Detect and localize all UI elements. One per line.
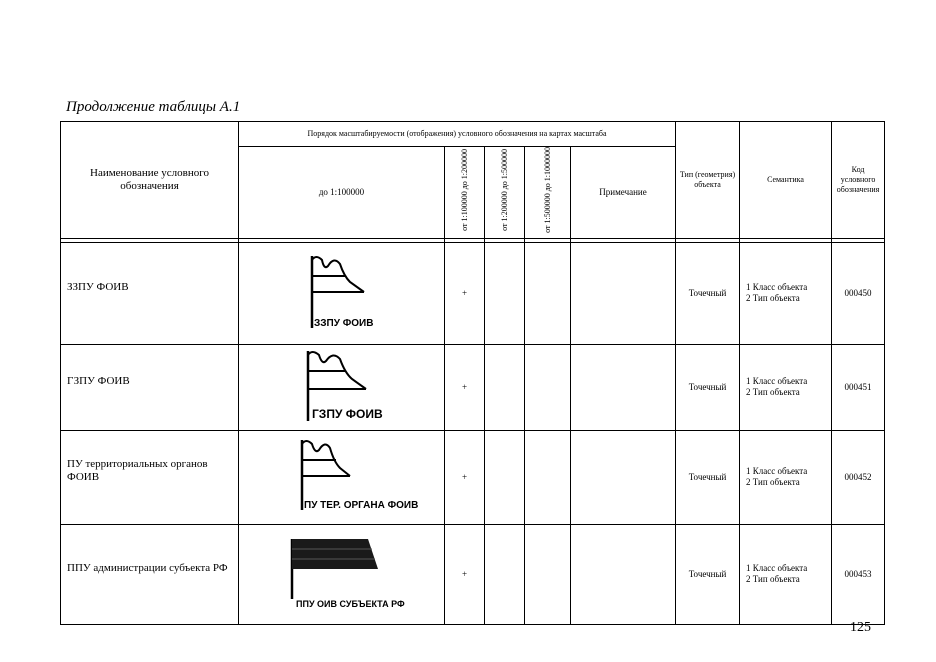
table-row bbox=[61, 242, 885, 344]
row-semantics: 1 Класс объекта 2 Тип объекта bbox=[740, 242, 832, 344]
row-code: 000452 bbox=[832, 430, 885, 524]
header-code: Код условного обозначения bbox=[832, 122, 885, 239]
table-row bbox=[61, 344, 885, 430]
row-name: ПУ территориальных органов ФОИВ bbox=[61, 430, 239, 524]
row-code: 000451 bbox=[832, 344, 885, 430]
row-symbol bbox=[239, 242, 445, 344]
table-row bbox=[61, 430, 885, 524]
row-mark: + bbox=[445, 242, 485, 344]
row-type: Точечный bbox=[676, 242, 740, 344]
header-scale-2: от 1:200000 до 1:500000 bbox=[485, 147, 525, 239]
row-semantics: 1 Класс объекта 2 Тип объекта bbox=[740, 344, 832, 430]
page-number: 125 bbox=[850, 620, 871, 635]
black-flag-icon bbox=[282, 531, 405, 617]
header-type: Тип (геометрия) объекта bbox=[676, 122, 740, 239]
flag-with-hill-icon bbox=[282, 347, 402, 427]
symbol-label: ЗЗПУ ФОИВ bbox=[313, 318, 373, 330]
symbol-label: ПУ ТЕР. ОРГАНА ФОИВ bbox=[303, 500, 418, 512]
header-name: Наименование условного обозначения bbox=[61, 122, 239, 239]
symbols-table bbox=[60, 121, 884, 610]
row-mark: + bbox=[445, 524, 485, 624]
row-type: Точечный bbox=[676, 524, 740, 624]
header-scale-group: Порядок масштабируемости (отображения) условного обозначения на картах масштаба bbox=[239, 122, 676, 147]
row-mark: + bbox=[445, 344, 485, 430]
header-scale-1: от 1:100000 до 1:200000 bbox=[445, 147, 485, 239]
row-symbol bbox=[239, 344, 445, 430]
row-symbol bbox=[239, 524, 445, 624]
row-type: Точечный bbox=[676, 430, 740, 524]
flag-with-hill-icon bbox=[282, 248, 402, 338]
flag-with-hill-icon bbox=[282, 434, 418, 520]
row-code: 000450 bbox=[832, 242, 885, 344]
symbol-label: ППУ ОИВ СУБЪЕКТА РФ bbox=[295, 599, 405, 610]
table-caption: Продолжение таблицы А.1 bbox=[66, 99, 241, 115]
row-name: ГЗПУ ФОИВ bbox=[61, 344, 239, 430]
row-name: ППУ администрации субъекта РФ bbox=[61, 524, 239, 624]
header-semantics: Семантика bbox=[740, 122, 832, 239]
row-code: 000453 bbox=[832, 524, 885, 624]
row-semantics: 1 Класс объекта 2 Тип объекта bbox=[740, 524, 832, 624]
row-mark: + bbox=[445, 430, 485, 524]
header-to-100000: до 1:100000 bbox=[239, 147, 445, 239]
header-note: Примечание bbox=[571, 147, 676, 239]
symbol-label: ГЗПУ ФОИВ bbox=[311, 407, 383, 422]
table-row bbox=[61, 524, 885, 624]
row-name: ЗЗПУ ФОИВ bbox=[61, 242, 239, 344]
row-type: Точечный bbox=[676, 344, 740, 430]
row-symbol bbox=[239, 430, 445, 524]
header-scale-3: от 1:500000 до 1:1000000 bbox=[525, 147, 571, 239]
row-semantics: 1 Класс объекта 2 Тип объекта bbox=[740, 430, 832, 524]
